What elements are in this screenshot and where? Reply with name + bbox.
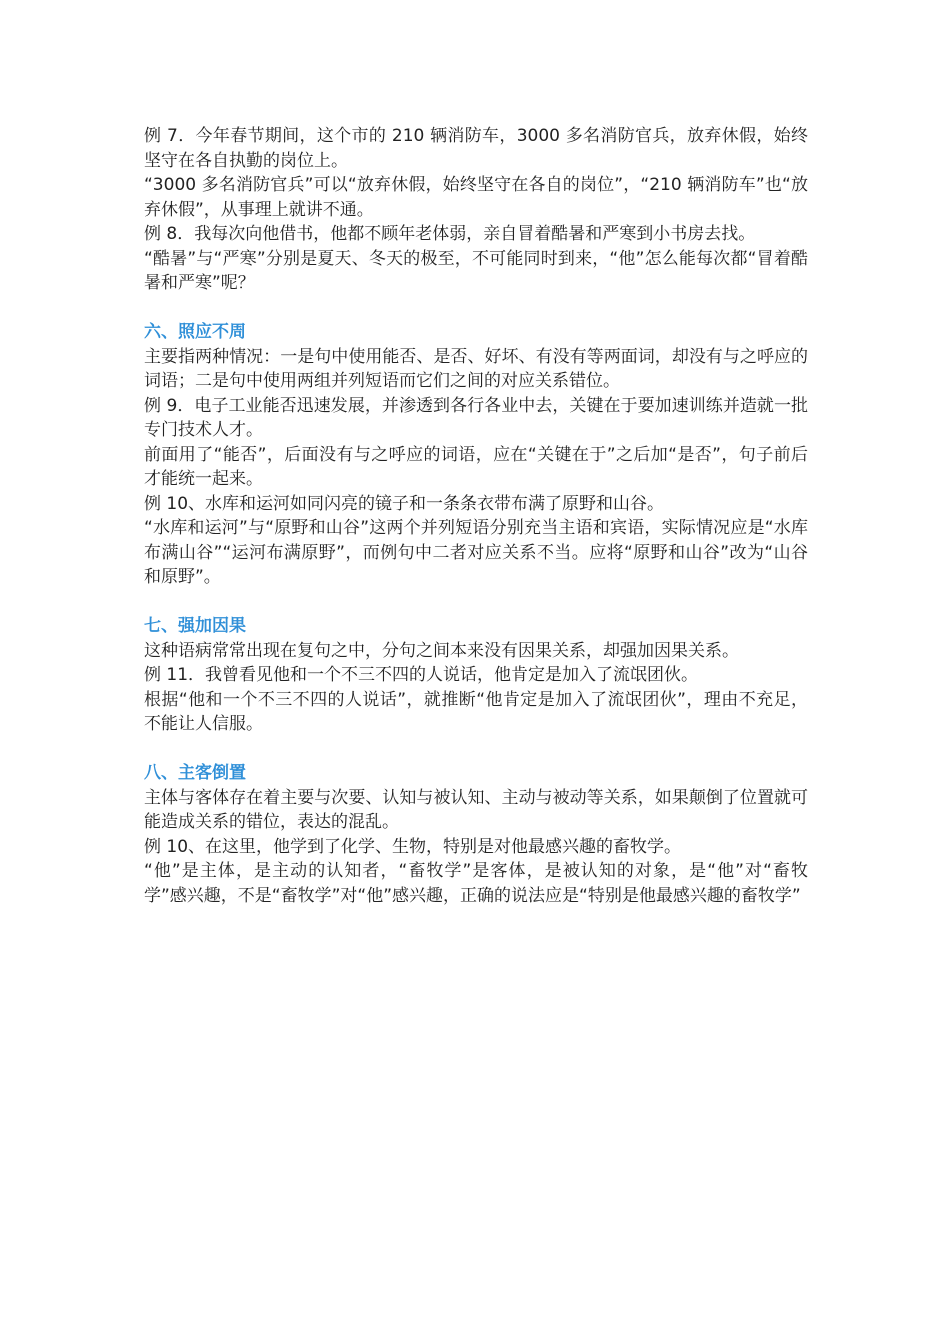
paragraph: 主要指两种情况：一是句中使用能否、是否、好坏、有没有等两面词，却没有与之呼应的词语；二是句中使用两组并列短语而它们之间的对应关系错位。: [144, 346, 808, 391]
paragraph: 例 10、水库和运河如同闪亮的镜子和一条条衣带布满了原野和山谷。: [144, 493, 665, 514]
paragraph: 例 8．我每次向他借书，他都不顾年老体弱，亲自冒着酷暑和严寒到小书房去找。: [144, 224, 756, 244]
paragraph: 例 10、在这里，他学到了化学、生物，特别是对他最感兴趣的畜牧学。: [144, 836, 682, 857]
section-seven: [144, 614, 808, 737]
intro-block: [144, 124, 808, 296]
paragraph: 例 9．电子工业能否迅速发展，并渗透到各行各业中去，关键在于要加速训练并造就一批专门技术人才。: [144, 395, 808, 440]
paragraph: 例 7．今年春节期间，这个市的 210 辆消防车，3000 多名消防官兵，放弃休假，始终坚守在各自执勤的岗位上。: [144, 126, 808, 171]
paragraph: 主体与客体存在着主要与次要、认知与被认知、主动与被动等关系，如果颠倒了位置就可能造成关系的错位，表达的混乱。: [144, 787, 808, 832]
paragraph: “3000 多名消防官兵”可以“放弃休假，始终坚守在各自的岗位”，“210 辆消防车”也“放弃休假”，从事理上就讲不通。: [144, 175, 808, 220]
section-heading: 七、强加因果: [144, 616, 246, 636]
document-page: [144, 124, 808, 908]
section-six: [144, 320, 808, 590]
paragraph: “酷暑”与“严寒”分别是夏天、冬天的极至，不可能同时到来，“他”怎么能每次都“冒着酷暑和严寒”呢？: [144, 248, 808, 293]
paragraph: “水库和运河”与“原野和山谷”这两个并列短语分别充当主语和宾语，实际情况应是“水库布满山谷”“运河布满原野”，而例句中二者对应关系不当。应将“原野和山谷”改为“山谷和原野”。: [144, 518, 808, 587]
section-heading: 八、主客倒置: [144, 763, 246, 783]
paragraph: 这种语病常常出现在复句之中，分句之间本来没有因果关系，却强加因果关系。: [144, 640, 739, 661]
paragraph: 例 11．我曾看见他和一个不三不四的人说话，他肯定是加入了流氓团伙。: [144, 665, 699, 685]
section-eight: [144, 761, 808, 908]
paragraph: “他”是主体，是主动的认知者，“畜牧学”是客体，是被认知的对象，是“他”对“畜牧学”感兴趣，不是“畜牧学”对“他”感兴趣，正确的说法应是“特别是他最感兴趣的畜牧学”: [144, 861, 808, 906]
paragraph: 根据“他和一个不三不四的人说话”，就推断“他肯定是加入了流氓团伙”，理由不充足，不能让人信服。: [144, 689, 808, 734]
paragraph: 前面用了“能否”，后面没有与之呼应的词语，应在“关键在于”之后加“是否”，句子前后才能统一起来。: [144, 444, 808, 489]
section-heading: 六、照应不周: [144, 322, 246, 342]
